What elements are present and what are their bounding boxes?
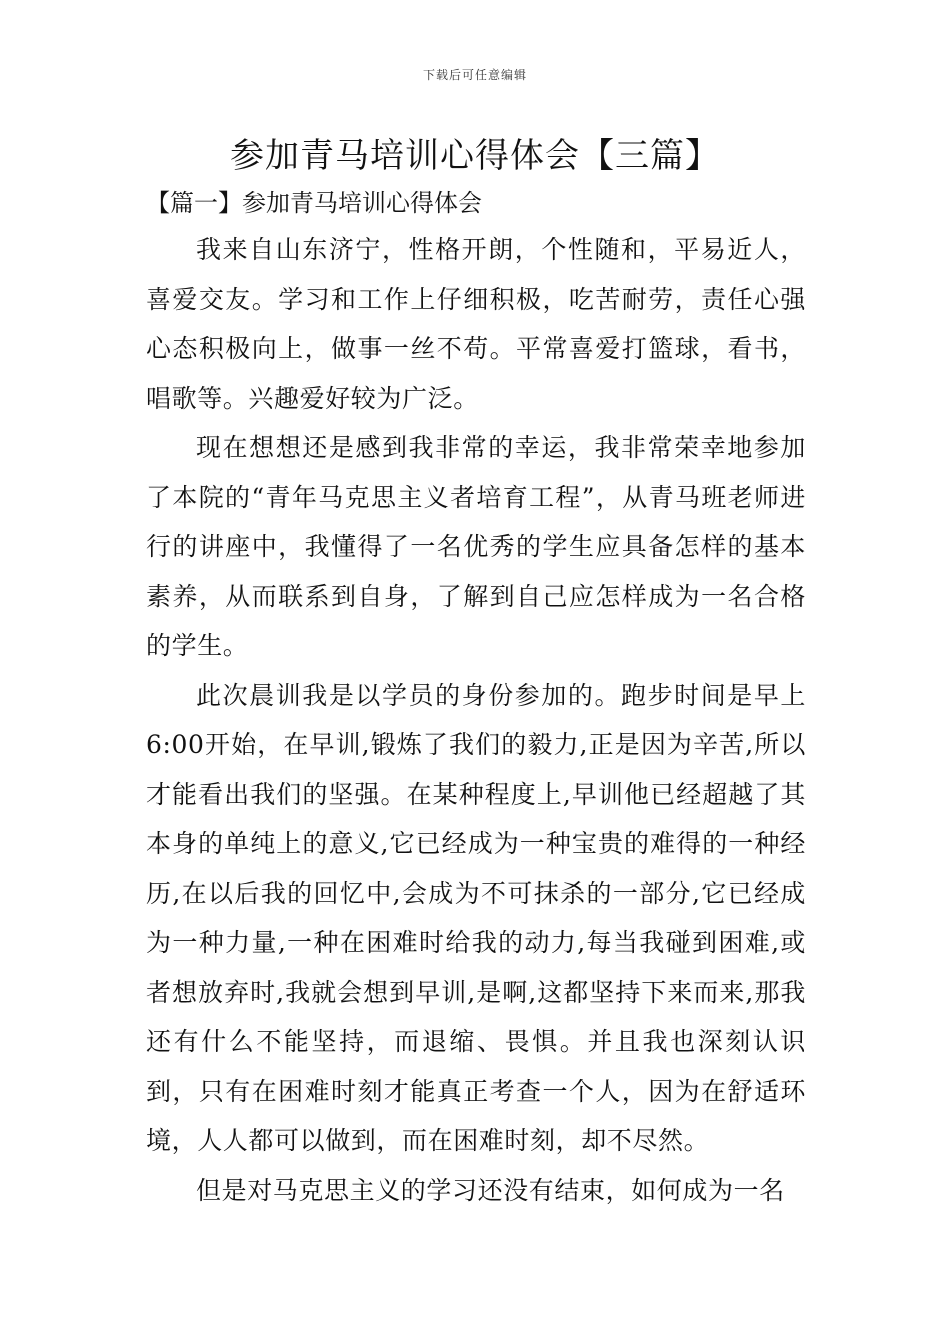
page-header-note: 下载后可任意编辑 <box>422 68 527 82</box>
document-title: 参加青马培训心得体会【三篇】 <box>230 136 720 176</box>
section-heading: 【篇一】参加青马培训心得体会 <box>146 189 482 217</box>
paragraph-4: 但是对马克思主义的学习还没有结束，如何成为一名 <box>196 1175 785 1205</box>
paragraph-3: 此次晨训我是以学员的身份参加的。跑步时间是早上6:00开始，在早训,锻炼了我们的毅力,正是因为辛苦,所以才能看出我们的坚强。在某种程度上,早训他已经超越了其本身的单纯上的意义,它已经成为一种宝贵的难得的一种经历,在以后我的回忆中,会成为不可抹杀的一部分,它已经成为一种力量,一种在困难时给我的动力,每当我碰到困难,或者想放弃时,我就会想到早训,是啊,这都坚持下来而来,那我还有什么不能坚持，而退缩、畏惧。并且我也深刻认识到，只有在困难时刻才能真正考查一个人，因为在舒适环境，人人都可以做到，而在困难时刻，却不尽然。 <box>146 680 806 1155</box>
paragraph-1: 我来自山东济宁，性格开朗，个性随和，平易近人，喜爱交友。学习和工作上仔细积极，吃苦耐劳，责任心强心态积极向上，做事一丝不苟。平常喜爱打篮球，看书，唱歌等。兴趣爱好较为广泛。 <box>146 235 806 413</box>
paragraph-2: 现在想想还是感到我非常的幸运，我非常荣幸地参加了本院的“青年马克思主义者培育工程”，从青马班老师进行的讲座中，我懂得了一名优秀的学生应具备怎样的基本素养，从而联系到自身，了解到自己应怎样成为一名合格的学生。 <box>146 433 806 660</box>
document-body <box>146 225 806 1215</box>
